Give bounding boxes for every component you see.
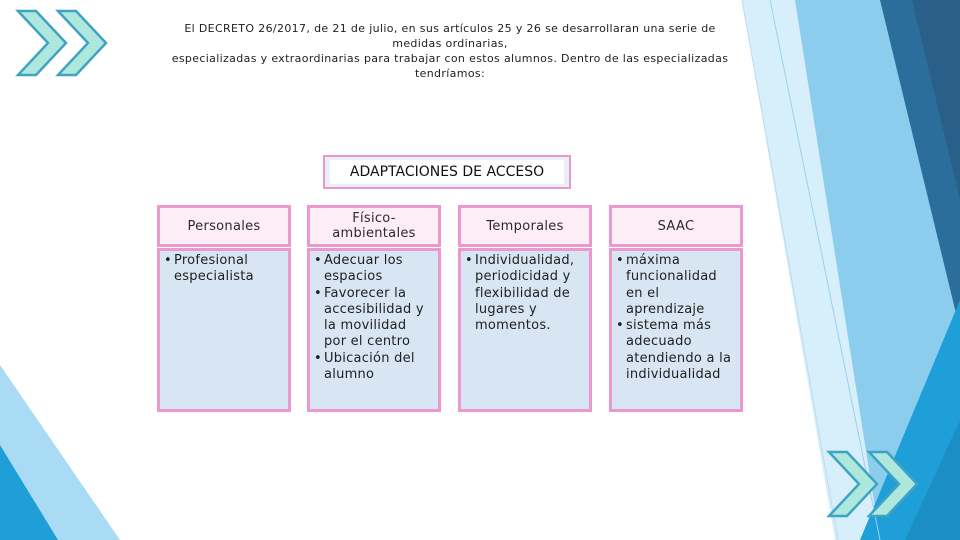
column-list <box>164 253 282 286</box>
column-list <box>465 253 583 334</box>
intro-line-1: El DECRETO 26/2017, de 21 de julio, en sus artículos 25 y 26 se desarrollaran una serie de medidas ordinarias, <box>184 22 716 50</box>
intro-line-2: especializadas y extraordinarias para trabajar con estos alumnos. Dentro de las especializadas tendríamos: <box>171 52 729 80</box>
column-title: Personales <box>187 218 261 234</box>
column-body-temporales <box>458 248 592 412</box>
column-body-personales <box>157 248 291 412</box>
column-title: Físico-ambientales <box>332 211 416 241</box>
main-title: ADAPTACIONES DE ACCESO <box>330 160 564 184</box>
column-title: SAAC <box>657 218 695 234</box>
list-item: • Individualidad, periodicidad y flexibilidad de lugares y momentos. <box>465 253 583 334</box>
double-chevron-right-icon <box>18 11 106 75</box>
list-item: • máxima funcionalidad en el aprendizaje <box>616 253 734 318</box>
column-list <box>314 253 432 383</box>
column-body-saac <box>609 248 743 412</box>
column-title: Temporales <box>486 218 564 234</box>
column-header-saac <box>609 205 743 247</box>
column-header-personales <box>157 205 291 247</box>
column-header-temporales <box>458 205 592 247</box>
column-header-fisico-ambientales <box>307 205 441 247</box>
list-item: • sistema más adecuado atendiendo a la individualidad <box>616 318 734 383</box>
list-item: • Profesional especialista <box>164 253 282 286</box>
column-list <box>616 253 734 383</box>
chevron-1 <box>18 11 66 75</box>
intro-text <box>170 21 730 81</box>
list-item: • Adecuar los espacios <box>314 253 432 286</box>
list-item: • Favorecer la accesibilidad y la movilidad por el centro <box>314 286 432 351</box>
list-item: • Ubicación del alumno <box>314 351 432 384</box>
column-body-fisico-ambientales <box>307 248 441 412</box>
main-title-box <box>323 155 571 189</box>
